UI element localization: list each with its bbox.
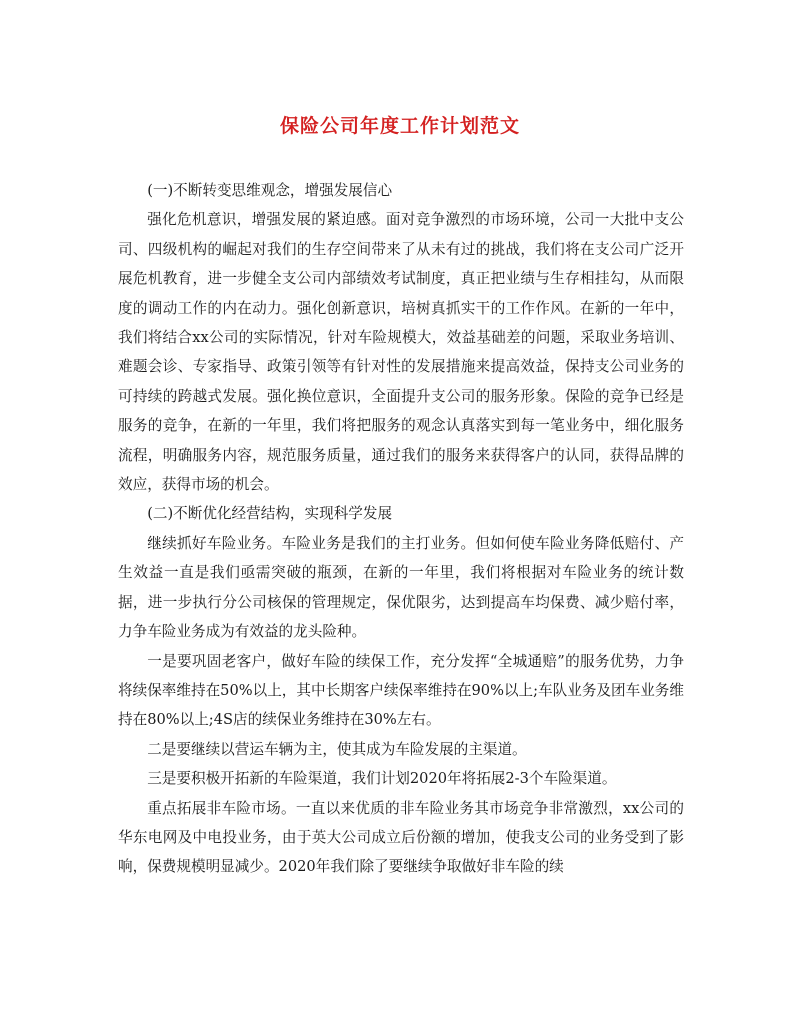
paragraph-6: 重点拓展非车险市场。一直以来优质的非车险业务其市场竞争非常激烈，xx公司的华东电网及中电投业务，由于英大公司成立后份额的增加，使我支公司的业务受到了影响，保费规模明显减少。2020年我们除了要继续争取做好非车险的续: [118, 799, 684, 876]
paragraph-1: 强化危机意识，增强发展的紧迫感。面对竞争激烈的市场环境，公司一大批中支公司、四级机构的崛起对我们的生存空间带来了从未有过的挑战，我们将在支公司广泛开展危机教育，进一步健全支公司内部绩效考试制度，真正把业绩与生存相挂勾，从而限度的调动工作的内在动力。强化创新意识，培树真抓实干的工作作风。在新的一年中，我们将结合xx公司的实际情况，针对车险规模大，效益基础差的问题，采取业务培训、难题会诊、专家指导、政策引领等有针对性的发展措施来提高效益，保持支公司业务的可持续的跨越式发展。强化换位意识，全面提升支公司的服务形象。保险的竞争已经是服务的竞争，在新的一年里，我们将把服务的观念认真落实到每一笔业务中，细化服务流程，明确服务内容，规范服务质量，通过我们的服务来获得客户的认同，获得品牌的效应，获得市场的机会。: [118, 211, 684, 494]
paragraph-2: 继续抓好车险业务。车险业务是我们的主打业务。但如何使车险业务降低赔付、产生效益一直是我们亟需突破的瓶颈，在新的一年里，我们将根据对车险业务的统计数据，进一步执行分公司核保的管理规定，保优限劣，达到提高车均保费、减少赔付率，力争车险业务成为有效益的龙头险种。: [118, 534, 684, 641]
paragraph-5: 三是要积极开拓新的车险渠道，我们计划2020年将拓展2-3个车险渠道。: [147, 770, 617, 788]
paragraph-3: 一是要巩固老客户，做好车险的续保工作，充分发挥“全城通赔”的服务优势，力争将续保率维持在50%以上，其中长期客户续保率维持在90%以上;车队业务及团车业务维持在80%以上;4S店的续保业务维持在30%左右。: [118, 652, 684, 729]
section-heading-2: (二)不断优化经营结构，实现科学发展: [147, 505, 393, 523]
document-body: [118, 176, 684, 882]
document-title: 保险公司年度工作计划范文: [279, 115, 520, 137]
paragraph-4: 二是要继续以营运车辆为主，使其成为车险发展的主渠道。: [147, 740, 527, 758]
section-heading-1: (一)不断转变思维观念，增强发展信心: [147, 182, 393, 199]
